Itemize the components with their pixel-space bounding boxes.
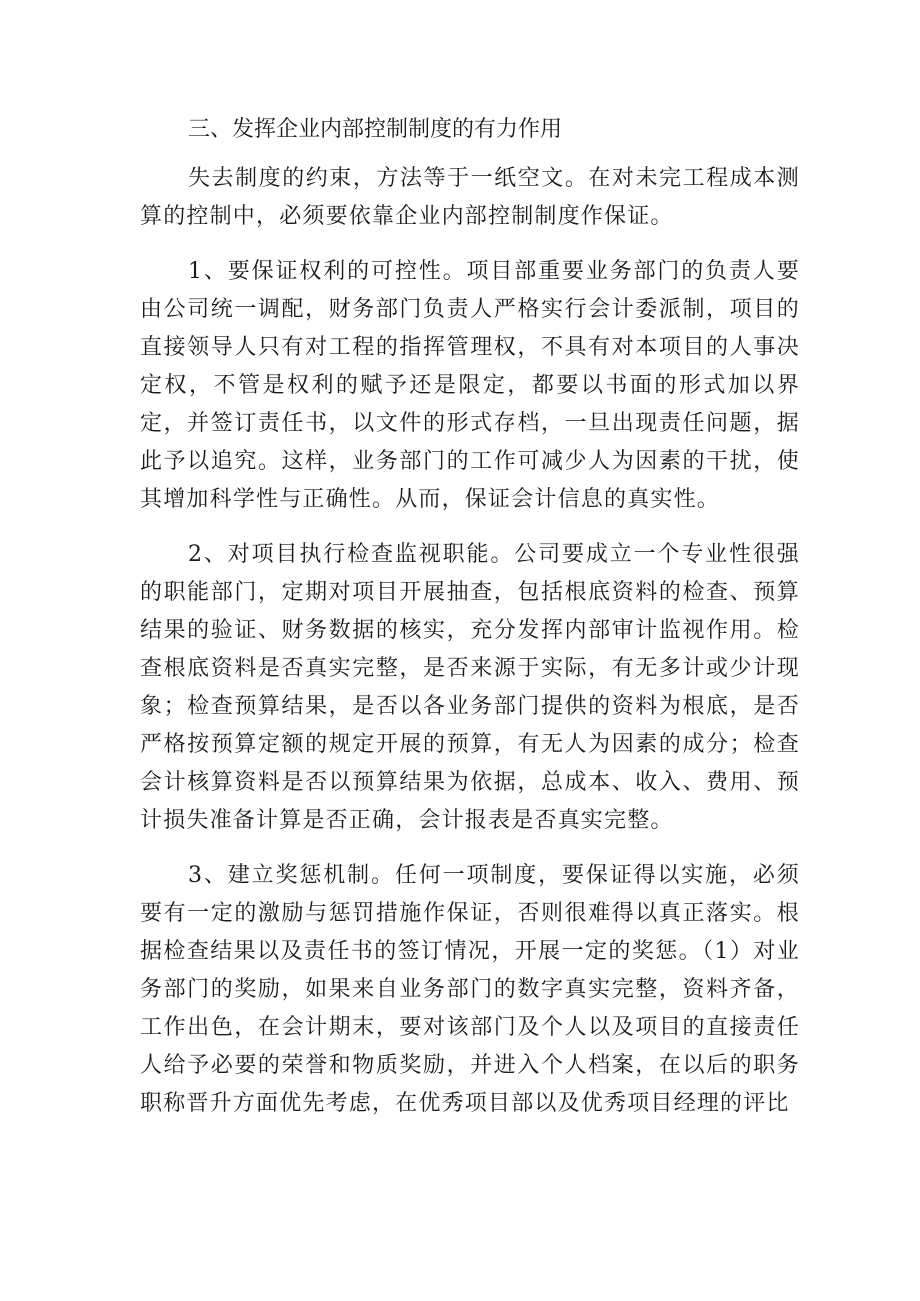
paragraph-3-reward-punishment: 3、建立奖惩机制。任何一项制度，要保证得以实施，必须要有一定的激励与惩罚措施作保证，否则很难得以真正落实。根据检查结果以及责任书的签订情况，开展一定的奖惩。（1）对业务部门的奖励，如果来自业务部门的数字真实完整，资料齐备，工作出色，在会计期末，要对该部门及个人以及项目的直接责任人给予必要的荣誉和物质奖励，并进入个人档案，在以后的职务职称晋升方面优先考虑，在优秀项目部以及优秀项目经理的评比 <box>140 863 800 1116</box>
paragraph-intro: 失去制度的约束，方法等于一纸空文。在对未完工程成本测算的控制中，必须要依靠企业内部控制制度作保证。 <box>140 166 800 229</box>
section-heading: 三、发挥企业内部控制制度的有力作用 <box>188 117 563 142</box>
paragraph-2-inspection: 2、对项目执行检查监视职能。公司要成立一个专业性很强的职能部门，定期对项目开展抽查，包括根底资料的检查、预算结果的验证、财务数据的核实，充分发挥内部审计监视作用。检查根底资料是否真实完整，是否来源于实际，有无多计或少计现象；检查预算结果，是否以各业务部门提供的资料为根底，是否严格按预算定额的规定开展的预算，有无人为因素的成分；检查会计核算资料是否以预算结果为依据，总成本、收入、费用、预计损失准备计算是否正确，会计报表是否真实完整。 <box>140 542 800 833</box>
paragraph-1-controllability: 1、要保证权利的可控性。项目部重要业务部门的负责人要由公司统一调配，财务部门负责人严格实行会计委派制，项目的直接领导人只有对工程的指挥管理权，不具有对本项目的人事决定权，不管是权利的赋予还是限定，都要以书面的形式加以界定，并签订责任书，以文件的形式存档，一旦出现责任问题，据此予以追究。这样，业务部门的工作可减少人为因素的干扰，使其增加科学性与正确性。从而，保证会计信息的真实性。 <box>140 259 800 512</box>
document-body <box>140 110 800 1140</box>
